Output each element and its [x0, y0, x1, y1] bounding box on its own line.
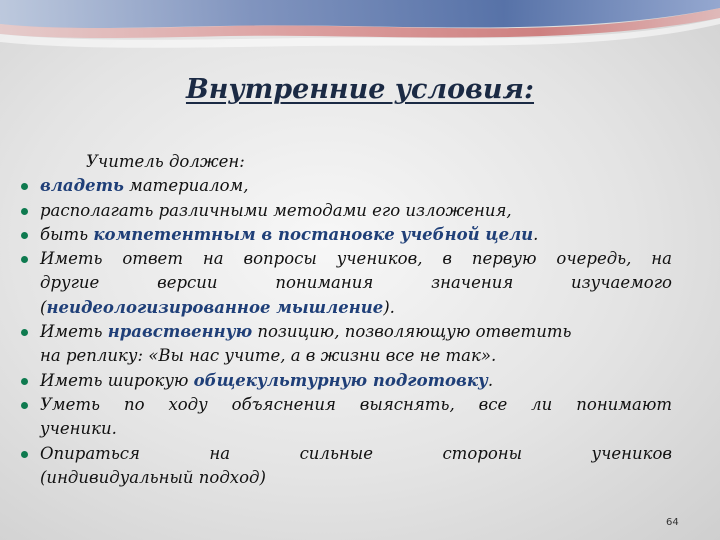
bullet-icon — [21, 402, 28, 409]
list-item-continuation — [40, 344, 672, 368]
intro-text: Учитель должен: — [86, 152, 245, 171]
decorative-top-band — [0, 0, 720, 60]
slide-title: Внутренние условия: — [185, 74, 535, 105]
item-text: Иметь — [40, 322, 108, 342]
bullet-icon — [21, 183, 28, 190]
emphasis-text: компетентным в постановке учебной цели — [93, 224, 534, 244]
item-text: ( — [40, 297, 47, 317]
list-item — [40, 174, 672, 198]
item-text: материалом, — [123, 176, 249, 196]
item-text: на реплику: «Вы нас учите, а в жизни все не так». — [40, 346, 497, 366]
emphasis-text: неидеологизированное мышление — [46, 297, 384, 317]
list-item-continuation — [40, 296, 672, 320]
bullet-icon — [21, 232, 28, 239]
list-item — [40, 223, 672, 247]
bullet-icon — [21, 208, 28, 215]
page-number: 64 — [666, 517, 679, 528]
item-text: Иметь ответ на вопросы учеников, в первую очередь, на — [40, 249, 672, 269]
slide-body — [40, 150, 672, 490]
item-text: Иметь широкую — [40, 370, 194, 390]
list-item — [40, 393, 672, 417]
item-text: ). — [383, 297, 395, 317]
item-text: другие версии понимания значения изучаемого — [40, 273, 672, 293]
list-item — [40, 247, 672, 271]
item-text: . — [533, 224, 539, 244]
list-item-continuation — [40, 417, 672, 441]
list-item — [40, 369, 672, 393]
list-item-continuation — [40, 271, 672, 295]
bullet-icon — [21, 256, 28, 263]
item-text: позицию, позволяющую ответить — [252, 322, 572, 342]
list-item — [40, 442, 672, 466]
list-item-continuation — [40, 466, 672, 490]
bullet-icon — [21, 329, 28, 336]
item-text: Уметь по ходу объяснения выяснять, все ли понимают — [40, 394, 672, 414]
list-item — [40, 320, 672, 344]
emphasis-text: общекультурную подготовку — [193, 370, 488, 390]
intro-line — [40, 150, 672, 174]
item-text: Опираться на сильные стороны учеников — [40, 443, 672, 463]
emphasis-text: владеть — [40, 176, 124, 196]
item-text: . — [487, 370, 494, 390]
item-text: располагать различными методами его изложения, — [40, 200, 512, 220]
item-text: ученики. — [40, 419, 117, 439]
list-item — [40, 199, 672, 223]
emphasis-text: нравственную — [107, 322, 253, 342]
item-text: быть — [40, 224, 94, 244]
bullet-icon — [21, 378, 28, 385]
item-text: (индивидуальный подход) — [40, 467, 266, 487]
bullet-icon — [21, 451, 28, 458]
